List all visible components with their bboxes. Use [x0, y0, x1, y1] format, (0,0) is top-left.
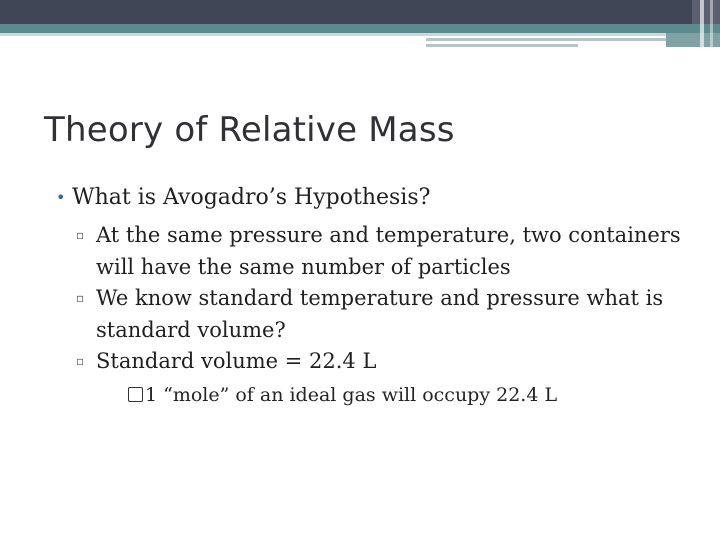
header-bar-light [0, 33, 720, 36]
header-stripe-1 [700, 0, 704, 47]
bullet-level-2 [76, 283, 696, 346]
bullet-level-2 [76, 346, 696, 378]
bullet-text: 1 “mole” of an ideal gas will occupy 22.4 L [145, 383, 558, 406]
bullet-dot-icon: • [56, 188, 66, 207]
missing-glyph-icon [128, 387, 143, 402]
slide-title: Theory of Relative Mass [44, 110, 455, 150]
bullet-level-3 [128, 380, 696, 410]
square-bullet-icon: ▫ [76, 228, 85, 242]
bullet-text: At the same pressure and temperature, two containers will have the same number of particles [96, 223, 681, 279]
slide-body [56, 182, 696, 410]
bullet-text: What is Avogadro’s Hypothesis? [72, 185, 431, 210]
bullet-text: We know standard temperature and pressure what is standard volume? [96, 286, 664, 342]
header-bar-teal [0, 24, 720, 33]
header-accent-line-1 [426, 38, 666, 41]
bullet-level-1 [56, 182, 696, 214]
header-bar-dark-right [692, 0, 720, 24]
header-bar-dark [0, 0, 720, 24]
header-accent-line-2 [426, 44, 578, 47]
square-bullet-icon: ▫ [76, 291, 85, 305]
bullet-text: Standard volume = 22.4 L [96, 349, 377, 373]
header-stripe-2 [710, 0, 713, 47]
bullet-level-2 [76, 220, 696, 283]
square-bullet-icon: ▫ [76, 354, 85, 368]
